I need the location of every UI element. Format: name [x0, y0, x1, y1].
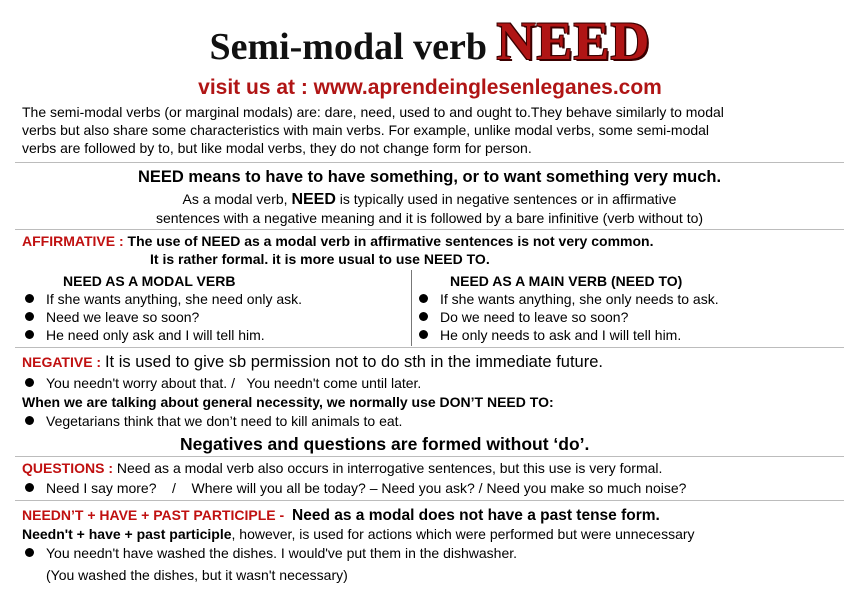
meaning-line-1	[15, 190, 844, 209]
list-item	[25, 544, 517, 562]
perfect-example: You needn't have washed the dishes. I would've put them in the dishwasher.	[46, 545, 518, 561]
divider	[15, 162, 844, 163]
modal-example-3: He need only ask and I will tell him.	[46, 327, 265, 343]
list-item	[25, 479, 686, 497]
list-item	[25, 412, 402, 430]
bullet-icon	[25, 312, 34, 321]
meaning-heading: NEED means to have to have something, or to want something very much.	[137, 168, 722, 186]
questions-label: QUESTIONS :	[22, 460, 117, 476]
perfect-line-1	[22, 506, 660, 525]
affirmative-line-1	[22, 232, 653, 250]
negative-text: It is used to give sb permission not to do sth in the immediate future.	[104, 353, 603, 371]
title-need: NEED	[496, 11, 651, 71]
meaning-line-1-post: is typically used in negative sentences or in affirmative	[335, 191, 677, 207]
negative-label: NEGATIVE :	[22, 354, 105, 370]
intro-line-3: verbs are followed by to, but like modal verbs, they do not change form for person.	[22, 140, 532, 156]
intro-line-1: The semi-modal verbs (or marginal modals) are: dare, need, used to and ought to.They behave similarly to modal	[22, 104, 724, 120]
perfect-line-2-bold: Needn't + have + past participle	[22, 526, 232, 542]
title-main: Semi-modal verb	[209, 26, 497, 68]
list-item	[419, 290, 719, 308]
main-example-3: He only needs to ask and I will tell him.	[440, 327, 682, 343]
main-example-1: If she wants anything, she only needs to ask.	[440, 291, 719, 307]
main-example-2: Do we need to leave so soon?	[440, 309, 629, 325]
modal-verb-heading: NEED AS A MODAL VERB	[63, 273, 236, 289]
affirmative-text-2: It is rather formal. it is more usual to use NEED TO.	[150, 251, 490, 267]
list-item	[25, 326, 265, 344]
affirmative-label: AFFIRMATIVE :	[22, 233, 128, 249]
perfect-line-2	[22, 525, 695, 543]
visit-link[interactable]: visit us at : www.aprendeinglesenleganes.com	[198, 76, 662, 99]
negative-note: Negatives and questions are formed without ‘do’.	[180, 434, 590, 454]
list-item	[25, 374, 421, 392]
perfect-line-2-rest: , however, is used for actions which were performed but were unnecessary	[231, 526, 695, 542]
list-item	[25, 290, 302, 308]
perfect-note: (You washed the dishes, but it wasn't necessary)	[46, 567, 348, 583]
bullet-icon	[25, 483, 34, 492]
questions-example: Need I say more? / Where will you all be today? – Need you ask? / Need you make so much noise?	[46, 480, 687, 496]
bullet-icon	[25, 294, 34, 303]
affirmative-text-1: The use of NEED as a modal verb in affirmative sentences is not very common.	[127, 233, 654, 249]
perfect-label: NEEDN’T + HAVE + PAST PARTICIPLE -	[22, 507, 289, 523]
divider	[15, 347, 844, 348]
bullet-icon	[419, 330, 428, 339]
bullet-icon	[25, 378, 34, 387]
list-item	[25, 308, 199, 326]
meaning-line-2: sentences with a negative meaning and it is followed by a bare infinitive (verb without to)	[155, 210, 704, 226]
meaning-line-1-pre: As a modal verb,	[182, 191, 292, 207]
list-item	[419, 308, 628, 326]
meaning-line-1-bold: NEED	[291, 191, 336, 208]
list-item	[419, 326, 681, 344]
negative-general: When we are talking about general necessity, we normally use DON’T NEED TO:	[22, 394, 554, 410]
questions-line	[22, 459, 662, 477]
divider	[15, 500, 844, 501]
negative-line	[22, 352, 603, 372]
negative-example-1: You needn't worry about that. / You needn't come until later.	[46, 375, 422, 391]
divider	[15, 229, 844, 230]
perfect-text: Need as a modal does not have a past tense form.	[292, 507, 660, 524]
page-title	[0, 10, 860, 72]
bullet-icon	[419, 312, 428, 321]
bullet-icon	[25, 330, 34, 339]
intro-line-2: verbs but also share some characteristics with main verbs. For example, unlike modal verbs, some semi-modal	[22, 122, 710, 138]
bullet-icon	[25, 548, 34, 557]
bullet-icon	[25, 416, 34, 425]
modal-example-2: Need we leave so soon?	[46, 309, 200, 325]
questions-text: Need as a modal verb also occurs in interrogative sentences, but this use is very formal.	[116, 460, 663, 476]
negative-example-2: Vegetarians think that we don’t need to kill animals to eat.	[46, 413, 403, 429]
bullet-icon	[419, 294, 428, 303]
main-verb-heading: NEED AS A MAIN VERB (NEED TO)	[450, 273, 683, 289]
divider	[15, 456, 844, 457]
modal-example-1: If she wants anything, she need only ask.	[46, 291, 303, 307]
column-divider	[411, 270, 412, 346]
